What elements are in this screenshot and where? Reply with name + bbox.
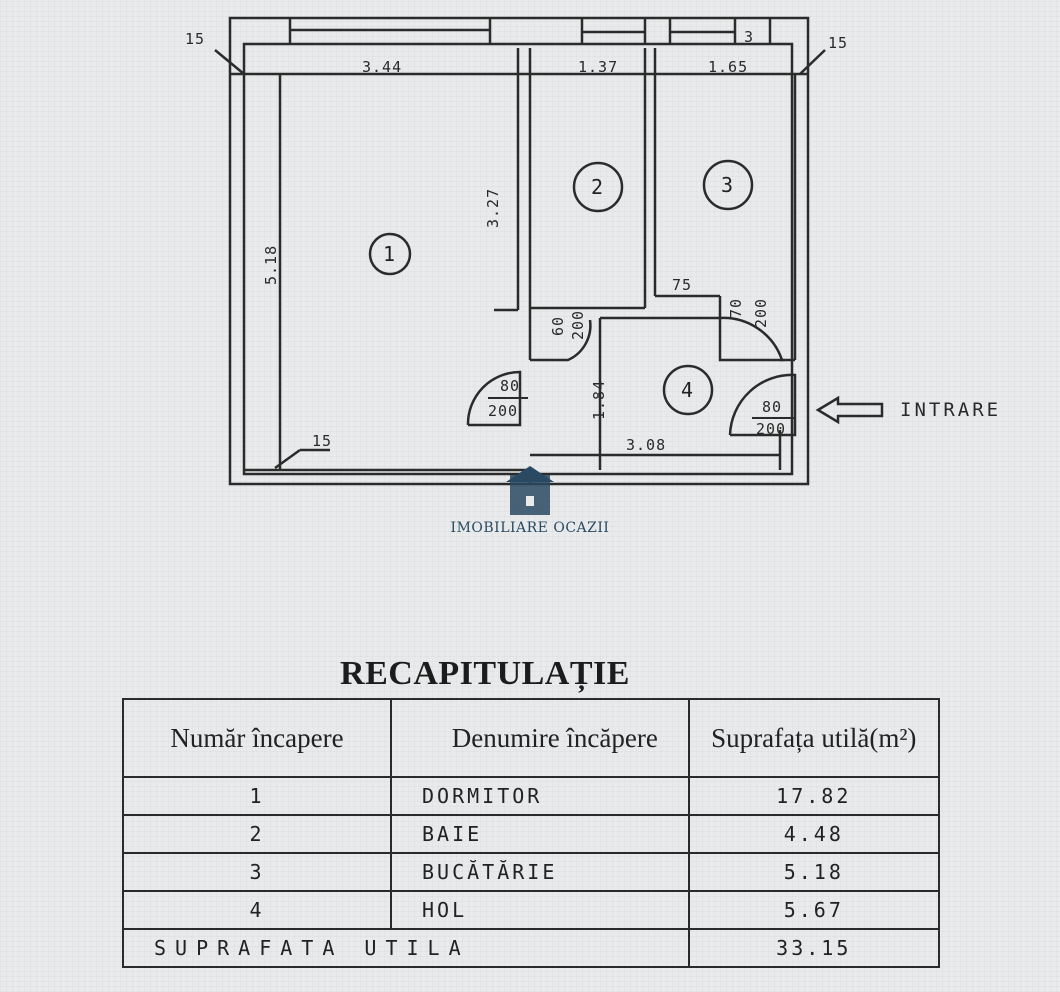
- room-3-label: 3: [721, 173, 734, 197]
- dim-door-room2-h: 200: [569, 309, 587, 340]
- dim-room2-width: 1.37: [578, 58, 619, 76]
- total-value: 33.15: [689, 929, 939, 967]
- table-row: [123, 853, 939, 891]
- table-total-row: [123, 929, 939, 967]
- dim-hall-height: 1.84: [590, 379, 608, 420]
- dim-wall-bottom: 15: [312, 432, 333, 450]
- dim-window-small: 3: [744, 28, 755, 46]
- dim-room1-height: 5.18: [262, 244, 280, 285]
- cell-name: DORMITOR: [391, 777, 689, 815]
- dim-door-kitchen-h: 200: [752, 297, 770, 328]
- cell-nr: 3: [123, 853, 391, 891]
- dim-door-entry: 80: [762, 398, 783, 416]
- door-kitchen: [720, 318, 782, 360]
- cell-area: 5.67: [689, 891, 939, 929]
- logo-text: IMOBILIARE OCAZII: [450, 520, 610, 536]
- dim-wall-top-right: 15: [828, 34, 849, 52]
- dim-door-room1-h: 200: [488, 402, 519, 420]
- dim-door-kitchen-width: 75: [672, 276, 693, 294]
- cell-name: BAIE: [391, 815, 689, 853]
- room-1-label: 1: [383, 242, 396, 266]
- watermark-logo: [440, 460, 620, 536]
- total-label: SUPRAFATA UTILA: [123, 929, 689, 967]
- dim-wall-top-left: 15: [185, 30, 206, 48]
- dim-hall-width: 3.08: [626, 436, 667, 454]
- cell-area: 17.82: [689, 777, 939, 815]
- dim-room2-height: 3.27: [484, 187, 502, 228]
- table-row: [123, 815, 939, 853]
- room-4-label: 4: [681, 378, 694, 402]
- cell-nr: 4: [123, 891, 391, 929]
- dim-door-room2: 60: [549, 315, 567, 336]
- recap-title: RECAPITULAȚIE: [340, 655, 630, 692]
- cell-name: HOL: [391, 891, 689, 929]
- table-row: [123, 777, 939, 815]
- dim-room3-width: 1.65: [708, 58, 749, 76]
- header-area: Suprafața utilă(m²): [689, 699, 939, 777]
- cell-area: 4.48: [689, 815, 939, 853]
- table-header-row: [123, 699, 939, 777]
- table-row: [123, 891, 939, 929]
- dim-door-kitchen: 70: [727, 297, 745, 318]
- room-2-label: 2: [591, 175, 604, 199]
- header-room-name: Denumire încăpere: [391, 699, 689, 777]
- dim-door-entry-h: 200: [756, 420, 787, 438]
- entrance-label: INTRARE: [900, 399, 1002, 421]
- cell-nr: 1: [123, 777, 391, 815]
- dim-room1-width: 3.44: [362, 58, 403, 76]
- cell-nr: 2: [123, 815, 391, 853]
- recap-table: [122, 698, 940, 968]
- cell-area: 5.18: [689, 853, 939, 891]
- dim-door-room1: 80: [500, 377, 521, 395]
- header-room-number: Număr încapere: [123, 699, 391, 777]
- cell-name: BUCĂTĂRIE: [391, 853, 689, 891]
- entrance-arrow-icon: [818, 398, 882, 422]
